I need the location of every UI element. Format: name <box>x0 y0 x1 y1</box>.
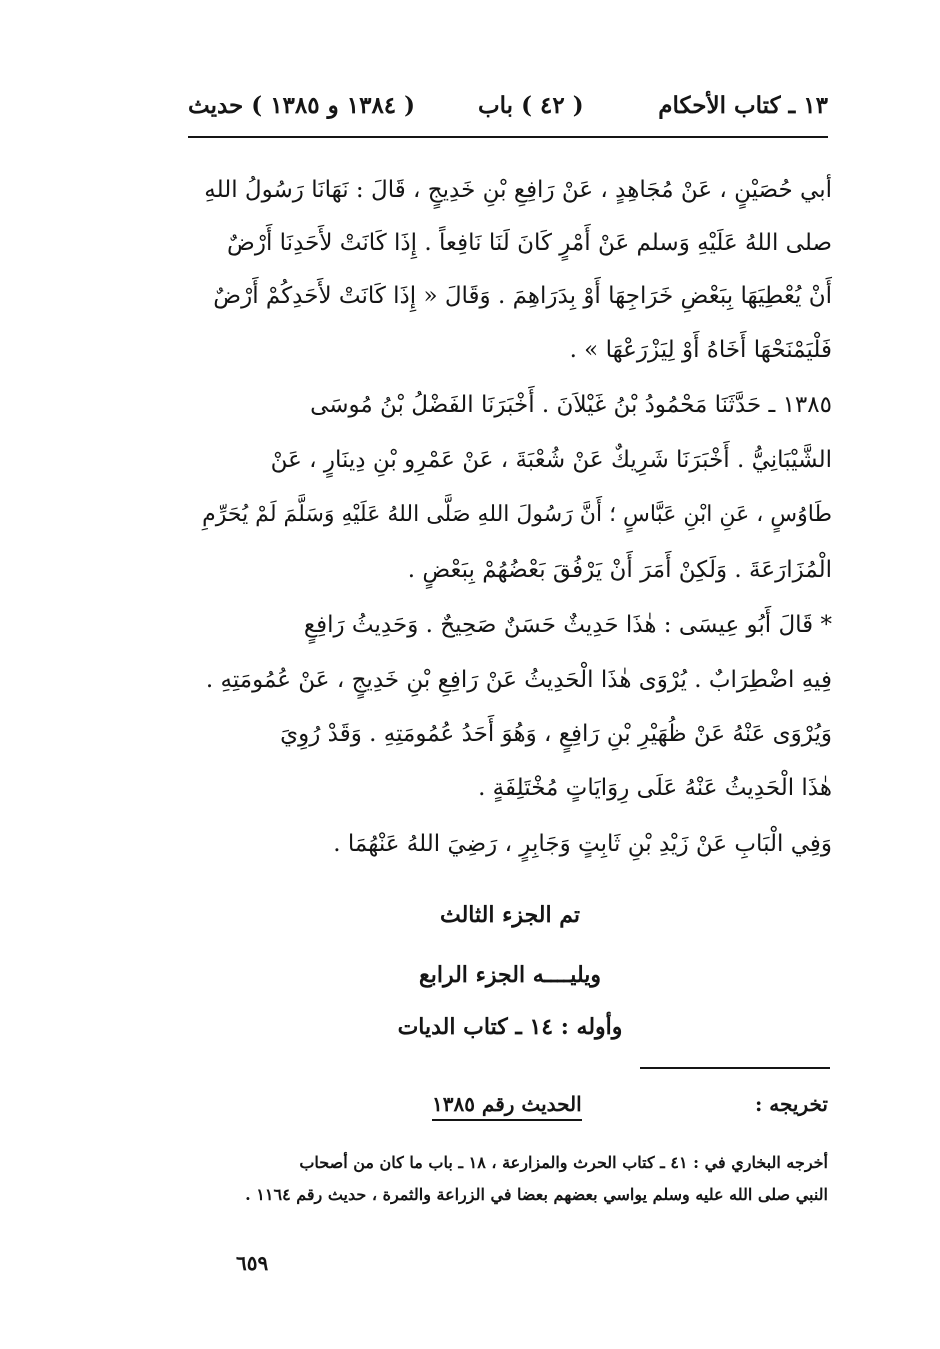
page-number: ٦٥٩ <box>236 1251 269 1275</box>
header-rule <box>188 136 828 138</box>
next-volume-note: ويليــــه الجزء الرابع <box>419 962 601 988</box>
text-line: أَنْ يُعْطِيَهَا بِبَعْضِ خَرَاجِهَا أَوْ بِدَرَاهِمَ . وَقَالَ « إِذَا كَانَتْ لأَحَدِكُمْ أَرْضٌ <box>213 283 832 309</box>
text-line: الْمُزَارَعَةَ . وَلَكِنْ أَمَرَ أَنْ يَرْفُقَ بَعْضُهُمْ بِبَعْضٍ . <box>407 557 832 583</box>
text-line: أبي حُصَيْنٍ ، عَنْ مُجَاهِدٍ ، عَنْ رَافِعِ بْنِ خَدِيجٍ ، قَالَ : نَهَانَا رَسُولُ اللهِ <box>204 177 832 203</box>
end-of-volume: تم الجزء الثالث <box>439 902 581 928</box>
footnote-rule <box>640 1067 830 1069</box>
hadith-number-line: ١٣٨٥ ـ حَدَّثَنَا مَحْمُودُ بْنُ غَيْلاَنَ . أَخْبَرَنَا الفَضْلُ بْنُ مُوسَى <box>310 392 832 418</box>
book-title: ١٣ ـ كتاب الأحكام <box>658 92 828 119</box>
takhrij-label: تخريجه : <box>754 1092 828 1116</box>
running-header <box>188 86 828 128</box>
commentary-line: * قَالَ أَبُو عِيسَى : هٰذَا حَدِيثٌ حَسَنٌ صَحِيحٌ . وَحَدِيثُ رَافِعٍ <box>303 612 832 638</box>
footnote-line: أخرجه البخاري في : ٤١ ـ كتاب الحرث والمزارعة ، ١٨ ـ باب ما كان من أصحاب <box>299 1153 828 1172</box>
text-line: طَاوُسٍ ، عَنِ ابْنِ عَبَّاسٍ ؛ أَنَّ رَسُولَ اللهِ صَلَّى اللهُ عَلَيْهِ وَسَلَّمَ لَمْ يُحَرِّمِ <box>202 502 832 527</box>
next-volume-beginning: وأوله : ١٤ ـ كتاب الديات <box>397 1014 623 1040</box>
text-line: هٰذَا الْحَدِيثُ عَنْهُ عَلَى رِوَايَاتٍ مُخْتَلِفَةٍ . <box>478 775 832 801</box>
text-line: وَفِي الْبَابِ عَنْ زَيْدِ بْنِ ثَابِتٍ وَجَابِرٍ ، رَضِيَ اللهُ عَنْهُمَا . <box>333 831 832 857</box>
text-line: صلى اللهُ عَلَيْهِ وَسلم عَنْ أَمْرٍ كَانَ لَنَا نَافِعاً . إِذَا كَانَتْ لأَحَدِنَا أَرْضٌ <box>227 230 832 256</box>
text-line: فِيهِ اضْطِرَابٌ . يُرْوَى هٰذَا الْحَدِيثُ عَنْ رَافِعِ بْنِ خَدِيجٍ ، عَنْ عُمُومَتِهِ . <box>205 667 832 693</box>
chapter-label: ( ٤٢ ) باب <box>478 92 584 119</box>
footnote-line: النبي صلى الله عليه وسلم يواسي بعضهم بعضا في الزراعة والثمرة ، حديث رقم ١١٦٤ . <box>245 1185 828 1204</box>
text-line: الشَّيْبَانِيُّ . أَخْبَرَنَا شَرِيكٌ عَنْ شُعْبَةَ ، عَنْ عَمْرِو بْنِ دِينَارٍ ، عَنْ <box>270 447 832 473</box>
text-line: وَيُرْوَى عَنْهُ عَنْ ظُهَيْرِ بْنِ رَافِعٍ ، وَهُوَ أَحَدُ عُمُومَتِهِ . وَقَدْ رُوِيَ <box>280 721 832 747</box>
text-line: فَلْيَمْنَحْهَا أَخَاهُ أَوْ لِيَزْرَعْهَا » . <box>569 337 832 363</box>
hadith-range: ( ١٣٨٤ و ١٣٨٥ ) حديث <box>188 92 416 119</box>
footnote-hadith-ref: الحديث رقم ١٣٨٥ <box>432 1092 582 1121</box>
